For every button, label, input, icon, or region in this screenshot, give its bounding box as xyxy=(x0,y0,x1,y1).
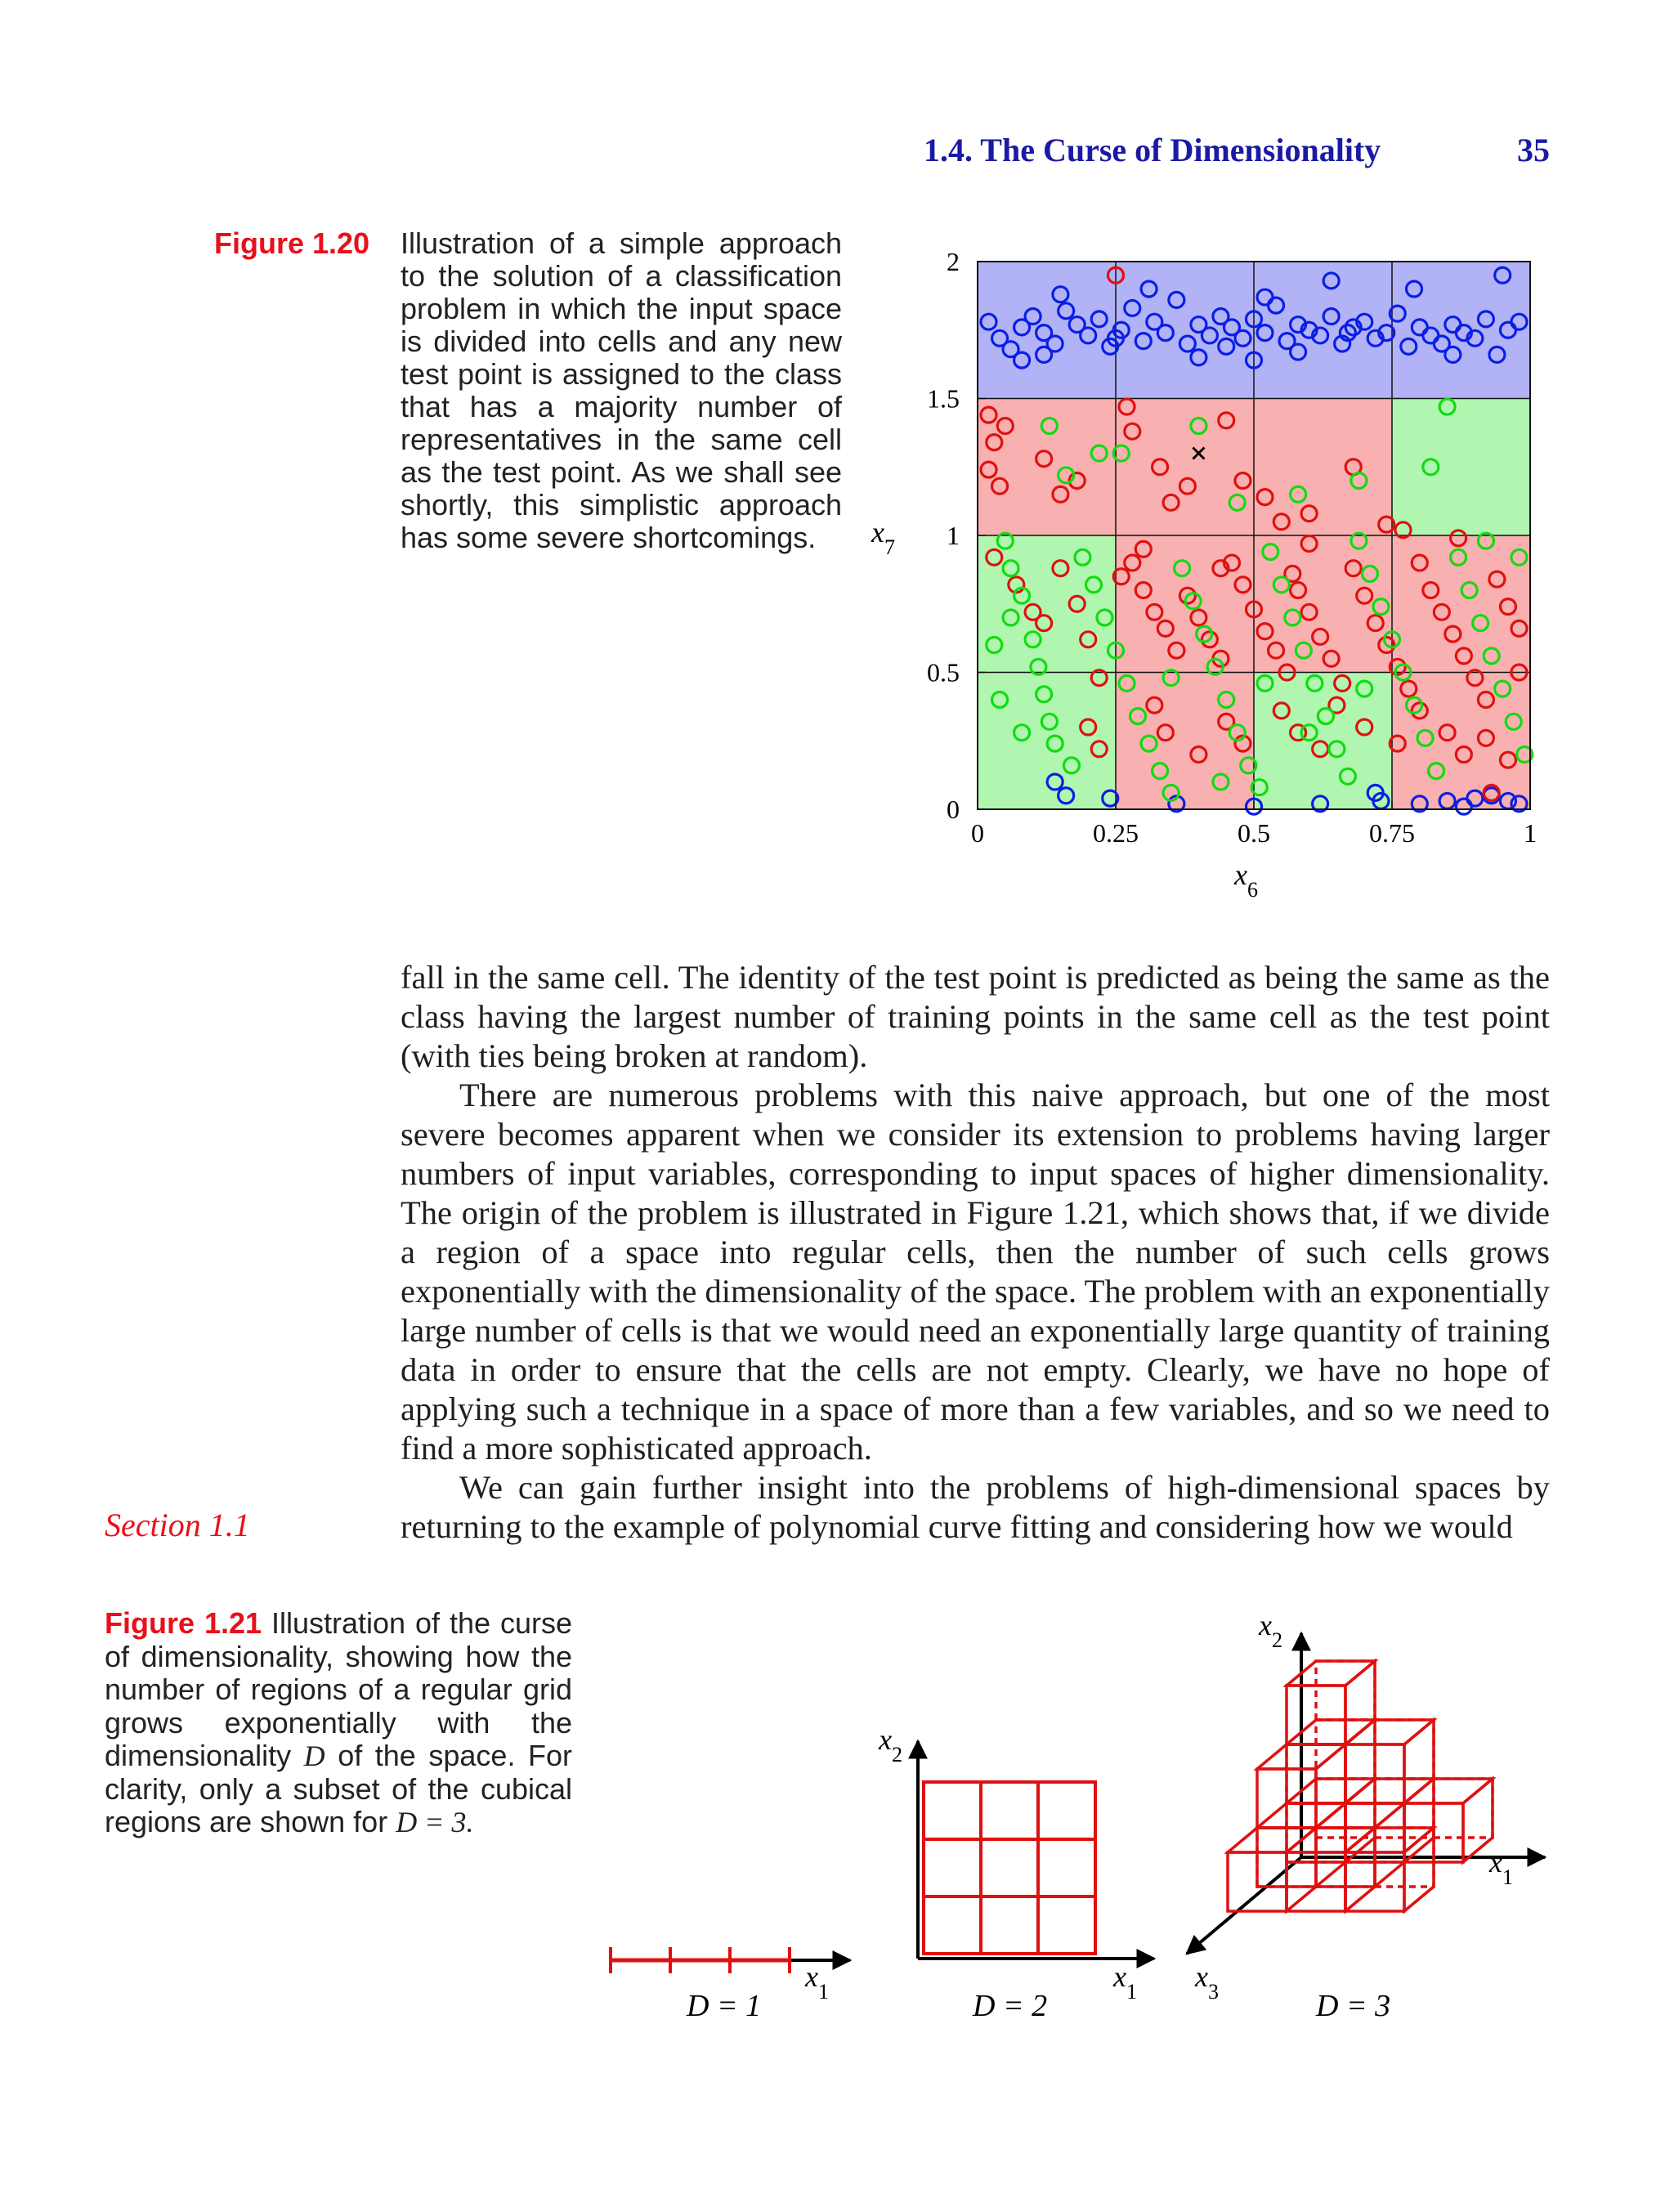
y-tick-label: 1.5 xyxy=(927,383,960,414)
y-tick-label: 0 xyxy=(947,795,960,824)
margin-note-section-reference: Section 1.1 xyxy=(105,1507,250,1543)
x-tick-label: 1 xyxy=(1524,818,1537,848)
paragraph-3: We can gain further insight into the problems of high-dimensional spaces by returning to the example of polynomial curve fitting and considering how we would xyxy=(401,1469,1550,1545)
cell-red xyxy=(1392,535,1530,673)
figure-label: Figure 1.21 xyxy=(105,1606,262,1640)
page-number: 35 xyxy=(1517,132,1550,168)
cube-face xyxy=(1375,1803,1404,1887)
dimension-label: D = 2 xyxy=(973,1989,1048,2023)
caption-math-d3: D = 3. xyxy=(396,1806,474,1838)
caption-text-part: of the space. For clarity, only a subset of the cubical regions are shown for xyxy=(105,1739,572,1838)
x-tick-label: 0.5 xyxy=(1238,818,1270,848)
y-tick-label: 2 xyxy=(947,247,960,276)
dimension-label: D = 3 xyxy=(1316,1989,1391,2023)
cell-red xyxy=(1254,399,1392,536)
axis-label-x2: $x_2$ xyxy=(1259,1609,1282,1652)
classification-scatter-chart xyxy=(842,237,1578,899)
cubes xyxy=(1228,1661,1493,1911)
axis-label-x1: $x_1$ xyxy=(805,1960,829,2004)
caption-text: Illustration of a simple approach to the solution of a classification problem in which the input space is divided into cells and any new test point is assigned to the class that has a majority number of representatives in the same cell as the test point. As we shall see shortly, this simplistic approach has some severe shortcomings. xyxy=(401,226,842,554)
x-tick-label: 0.75 xyxy=(1369,818,1415,848)
caption-text-part: Illustration of the curse of dimensionality, showing how the number of regions of a regular grid grows exponentially with the dimensionality xyxy=(105,1606,573,1772)
figure-label: Figure 1.20 xyxy=(214,226,370,260)
cell-green xyxy=(1392,399,1530,536)
axis-label-x1: $x_1$ xyxy=(1489,1846,1513,1889)
figure-1-21-caption xyxy=(105,1607,572,1839)
running-head xyxy=(924,131,1550,172)
body-text xyxy=(401,958,1550,1547)
cube-face xyxy=(1404,1720,1434,1803)
cube-face xyxy=(1345,1661,1375,1744)
paragraph-2: There are numerous problems with this naive approach, but one of the most severe becomes apparent when we consider its extension to problems having larger numbers of input variables, corresponding to input spaces of higher dimensionality. The origin of the problem is illustrated in Figure 1.21, which shows that, if we divide a region of a space into regular cells, then the number of such cells grows exponentially with the dimensionality of the space. The problem with an exponentially large number of cells is that we would need an exponentially large quantity of training data in order to ensure that the cells are not empty. Clearly, we have no hope of applying such a technique in a space of more than a few variables, and so we need to find a more sophisticated approach. xyxy=(401,1077,1550,1466)
axis-label-x3: $x_3$ xyxy=(1195,1960,1219,2004)
panel-d1 xyxy=(609,1947,850,2023)
caption-math-d: D xyxy=(303,1740,325,1772)
section-title: 1.4. The Curse of Dimensionality xyxy=(924,132,1381,168)
cube-face xyxy=(1463,1779,1493,1862)
axis-label-x2: $x_2$ xyxy=(879,1723,902,1766)
y-tick-label: 1 xyxy=(947,521,960,550)
panel-d3 xyxy=(1187,1609,1545,2023)
cell-red xyxy=(1116,673,1254,810)
x-axis-label: $x_6$ xyxy=(1234,858,1258,899)
y-tick-label: 0.5 xyxy=(927,657,960,687)
cell-red xyxy=(1254,535,1392,673)
paragraph-1: fall in the same cell. The identity of the test point is predicted as being the same as the class having the largest number of training points in the same cell as the test point (with ties being broken at random). xyxy=(401,959,1550,1074)
panel-d2 xyxy=(878,1723,1154,2023)
dimension-label: D = 1 xyxy=(687,1989,762,2023)
dimensionality-grid-diagram xyxy=(589,1594,1569,2052)
cell-blue xyxy=(1116,262,1254,399)
axis-label-x1: $x_1$ xyxy=(1113,1960,1137,2004)
y-axis-label: $x_7$ xyxy=(871,516,895,559)
cube-face xyxy=(1316,1744,1345,1828)
x-tick-label: 0 xyxy=(971,818,984,848)
x-tick-label: 0.25 xyxy=(1093,818,1139,848)
